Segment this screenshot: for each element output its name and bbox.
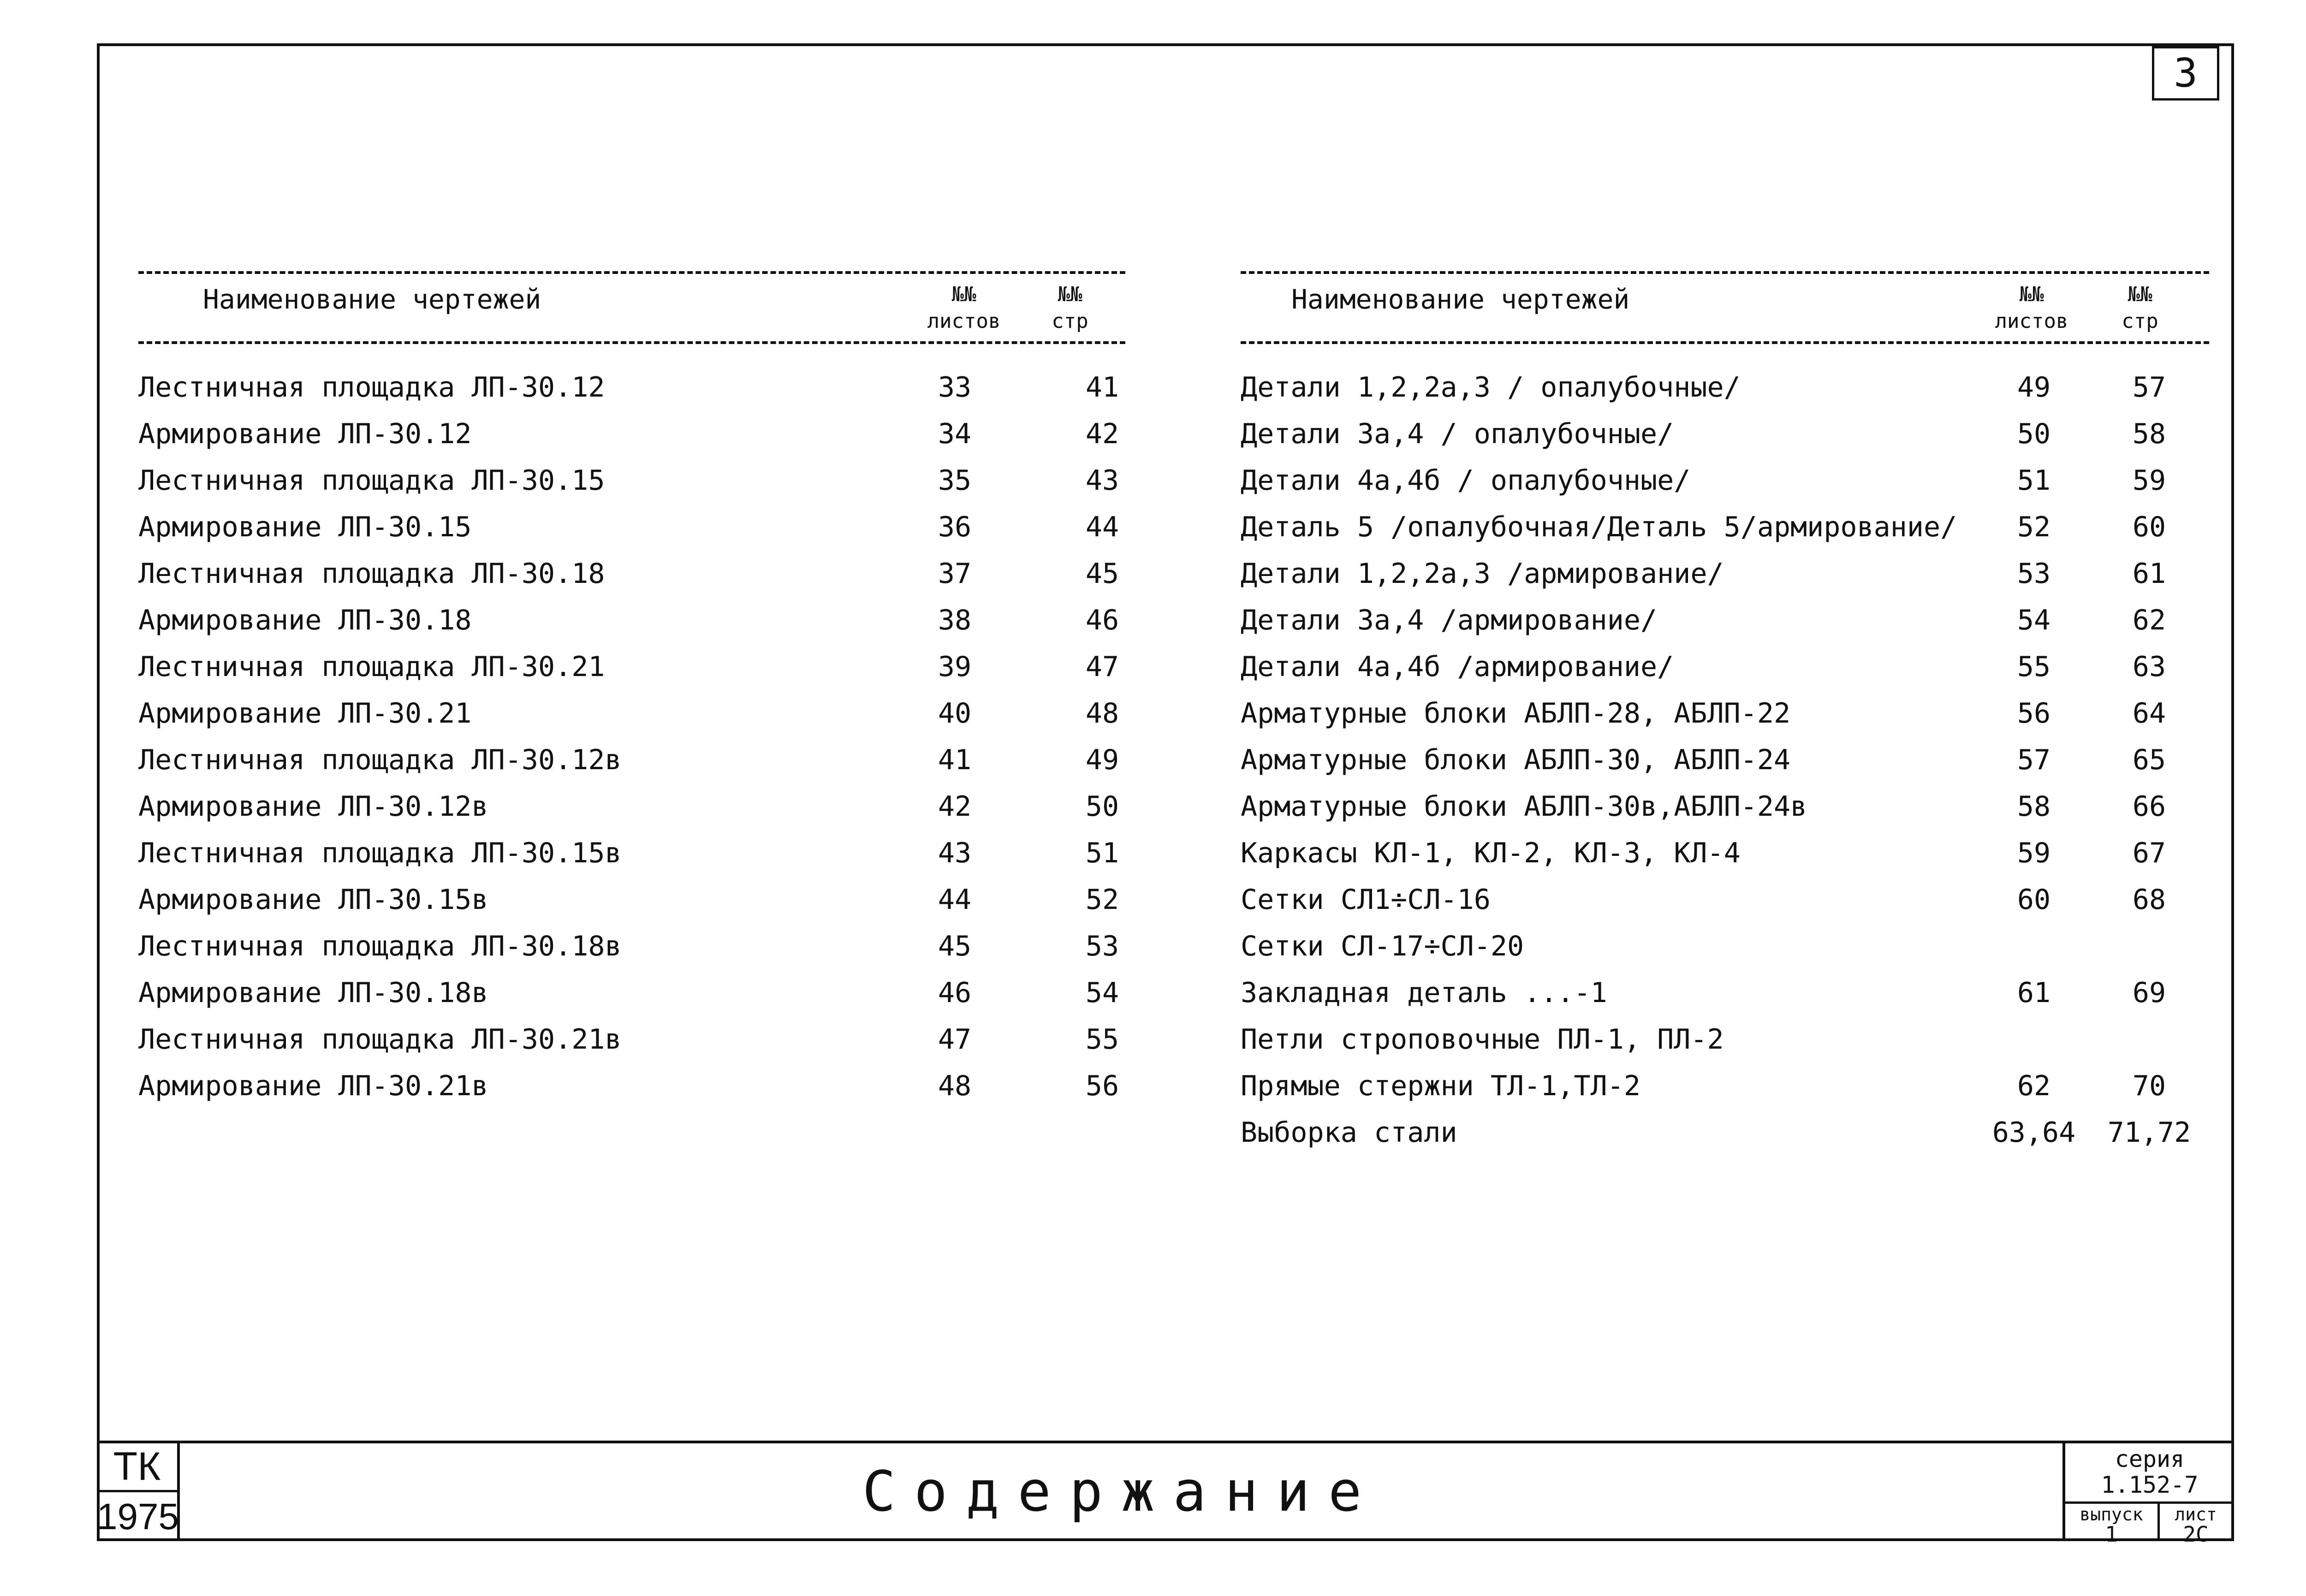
table-row — [138, 835, 1125, 872]
page-number-cell: 45 — [1085, 558, 1119, 590]
drawing-name: Армирование ЛП-30.21в — [138, 1070, 488, 1102]
page-number-cell: 56 — [1085, 1070, 1119, 1102]
header-sheets-no: №№ — [2019, 283, 2044, 306]
sheet-number: 56 — [2017, 697, 2051, 730]
header-bottom-rule — [138, 341, 1125, 344]
sheet-number: 55 — [2017, 651, 2051, 683]
series-label: серия — [2115, 1446, 2185, 1472]
drawing-name: Выборка стали — [1241, 1116, 1457, 1149]
series — [2065, 1446, 2234, 1501]
table-row — [138, 1021, 1125, 1058]
header-sheets — [909, 281, 1019, 335]
sheet-number: 40 — [938, 697, 972, 730]
document-title: Содержание — [862, 1460, 1380, 1524]
table-row — [1241, 1021, 2209, 1058]
table-row — [1241, 415, 2209, 452]
page-number-cell: 55 — [1085, 1023, 1119, 1056]
drawing-name: Сетки СЛ1÷СЛ-16 — [1241, 884, 1491, 916]
table-row — [138, 928, 1125, 965]
table-row — [1241, 369, 2209, 406]
drawing-name: Сетки СЛ-17÷СЛ-20 — [1241, 930, 1524, 962]
drawing-name: Прямые стержни ТЛ-1,ТЛ-2 — [1241, 1070, 1640, 1102]
table-row — [1241, 928, 2209, 965]
sheet-value: 2С — [2183, 1522, 2209, 1547]
organization-box — [97, 1443, 180, 1541]
sheet-number: 59 — [2017, 837, 2051, 869]
header-sheets-no: №№ — [951, 283, 976, 306]
sheet-number: 42 — [938, 790, 972, 823]
page-number-cell: 60 — [2132, 511, 2166, 543]
drawing-name: Закладная деталь ...-1 — [1241, 977, 1607, 1009]
sheet-number: 49 — [2017, 371, 2051, 403]
header-sheets — [1979, 281, 2085, 335]
drawing-name: Лестничная площадка ЛП-30.12 — [138, 371, 605, 403]
page-number-cell: 62 — [2132, 604, 2166, 636]
title-block — [97, 1441, 2234, 1547]
table-row — [138, 1068, 1125, 1104]
drawing-name: Детали 4а,4б /армирование/ — [1241, 651, 1674, 683]
sheet-number: 52 — [2017, 511, 2051, 543]
sheet-number: 34 — [938, 418, 972, 450]
table-row — [1241, 742, 2209, 778]
sheet-cell — [2157, 1504, 2234, 1547]
header-pages — [1024, 281, 1116, 335]
header-bottom-rule — [1241, 341, 2209, 344]
header-pages-no: №№ — [1058, 283, 1082, 306]
page-number-cell: 59 — [2132, 464, 2166, 497]
page-number-cell: 47 — [1085, 651, 1119, 683]
drawing-name: Петли строповочные ПЛ-1, ПЛ-2 — [1241, 1023, 1724, 1056]
drawing-name: Детали 1,2,2а,3 /армирование/ — [1241, 558, 1724, 590]
table-row — [1241, 648, 2209, 685]
series-box — [2062, 1443, 2234, 1547]
page-number-cell: 46 — [1085, 604, 1119, 636]
table-row — [138, 415, 1125, 452]
header-name: Наименование чертежей — [1291, 284, 1630, 315]
drawing-name: Армирование ЛП-30.21 — [138, 697, 472, 730]
drawing-name: Детали 4а,4б / опалубочные/ — [1241, 464, 1691, 497]
drawing-name: Армирование ЛП-30.12в — [138, 790, 488, 823]
drawing-name: Детали 3а,4 / опалубочные/ — [1241, 418, 1674, 450]
table-row — [1241, 881, 2209, 918]
sheet-number: 53 — [2017, 558, 2051, 590]
table-row — [138, 462, 1125, 499]
sheet-number: 45 — [938, 930, 972, 962]
table-row — [1241, 1068, 2209, 1104]
sheet-number: 62 — [2017, 1070, 2051, 1102]
drawing-name: Лестничная площадка ЛП-30.12в — [138, 744, 622, 776]
sheet-number: 63,64 — [1992, 1116, 2076, 1149]
table-row — [138, 742, 1125, 778]
sheet-number: 33 — [938, 371, 972, 403]
page-number-cell: 41 — [1085, 371, 1119, 403]
drawing-name: Лестничная площадка ЛП-30.15 — [138, 464, 605, 497]
drawing-name: Детали 3а,4 /армирование/ — [1241, 604, 1658, 636]
issue-cell — [2065, 1504, 2160, 1547]
page-number-cell: 43 — [1085, 464, 1119, 497]
drawing-name: Армирование ЛП-30.12 — [138, 418, 472, 450]
drawing-name: Деталь 5 /опалубочная/Деталь 5/армирование/ — [1241, 511, 1957, 543]
page-number-cell: 49 — [1085, 744, 1119, 776]
drawing-name: Армирование ЛП-30.15в — [138, 884, 488, 916]
header-pages-label: стр — [2122, 309, 2158, 333]
page-number-cell: 57 — [2132, 371, 2166, 403]
page-number-cell: 69 — [2132, 977, 2166, 1009]
drawing-name: Лестничная площадка ЛП-30.21 — [138, 651, 605, 683]
organization-code: ТК — [97, 1443, 177, 1492]
sheet-number: 36 — [938, 511, 972, 543]
sheet-number: 57 — [2017, 744, 2051, 776]
page-number-cell: 67 — [2132, 837, 2166, 869]
issue-sheet-row — [2065, 1501, 2234, 1547]
table-row — [138, 555, 1125, 592]
sheet-number: 54 — [2017, 604, 2051, 636]
drawing-name: Лестничная площадка ЛП-30.15в — [138, 837, 622, 869]
table-row — [1241, 788, 2209, 825]
table-row — [1241, 974, 2209, 1011]
issue-value: 1 — [2105, 1522, 2118, 1547]
sheet-number: 60 — [2017, 884, 2051, 916]
page-number-cell: 66 — [2132, 790, 2166, 823]
drawing-name: Арматурные блоки АБЛП-30в,АБЛП-24в — [1241, 790, 1807, 823]
table-row — [138, 881, 1125, 918]
header-name: Наименование чертежей — [203, 284, 541, 315]
page-number-cell: 61 — [2132, 558, 2166, 590]
sheet-number: 35 — [938, 464, 972, 497]
page-number-cell: 53 — [1085, 930, 1119, 962]
sheet-number: 38 — [938, 604, 972, 636]
table-row — [1241, 462, 2209, 499]
table-row — [138, 648, 1125, 685]
page-number-cell: 70 — [2132, 1070, 2166, 1102]
sheet-number: 37 — [938, 558, 972, 590]
sheet-number: 44 — [938, 884, 972, 916]
sheet-number: 48 — [938, 1070, 972, 1102]
page-number-cell: 54 — [1085, 977, 1119, 1009]
table-row — [138, 509, 1125, 546]
header-pages-label: стр — [1052, 309, 1088, 333]
header-sheets-label: листов — [1995, 309, 2068, 333]
issue-label: выпуск — [2080, 1504, 2143, 1525]
header-pages — [2094, 281, 2186, 335]
page-number-cell: 64 — [2132, 697, 2166, 730]
page-number: 3 — [2152, 46, 2219, 101]
sheet-number: 50 — [2017, 418, 2051, 450]
table-row — [138, 695, 1125, 732]
sheet-number: 47 — [938, 1023, 972, 1056]
page-number-cell: 65 — [2132, 744, 2166, 776]
drawing-name: Армирование ЛП-30.18в — [138, 977, 488, 1009]
table-row — [1241, 695, 2209, 732]
drawing-name: Лестничная площадка ЛП-30.21в — [138, 1023, 622, 1056]
header-top-rule — [1241, 271, 2209, 274]
table-row — [138, 788, 1125, 825]
sheet-number: 51 — [2017, 464, 2051, 497]
drawing-name: Армирование ЛП-30.18 — [138, 604, 472, 636]
page-number-cell: 51 — [1085, 837, 1119, 869]
table-row — [1241, 509, 2209, 546]
series-value: 1.152-7 — [2101, 1471, 2199, 1498]
header-top-rule — [138, 271, 1125, 274]
drawing-name: Лестничная площадка ЛП-30.18в — [138, 930, 622, 962]
year: 1975 — [97, 1496, 179, 1537]
table-row — [1241, 555, 2209, 592]
page-number-cell: 48 — [1085, 697, 1119, 730]
drawing-name: Арматурные блоки АБЛП-28, АБЛП-22 — [1241, 697, 1791, 730]
header-pages-no: №№ — [2128, 283, 2152, 306]
header-sheets-label: листов — [927, 309, 1001, 333]
table-row — [138, 602, 1125, 639]
sheet-number: 46 — [938, 977, 972, 1009]
drawing-name: Детали 1,2,2а,3 / опалубочные/ — [1241, 371, 1741, 403]
table-row — [138, 369, 1125, 406]
drawing-name: Арматурные блоки АБЛП-30, АБЛП-24 — [1241, 744, 1791, 776]
page-number-cell: 42 — [1085, 418, 1119, 450]
sheet-label: лист — [2175, 1504, 2217, 1525]
drawing-name: Лестничная площадка ЛП-30.18 — [138, 558, 605, 590]
sheet-number: 41 — [938, 744, 972, 776]
page-number-cell: 63 — [2132, 651, 2166, 683]
table-row — [138, 974, 1125, 1011]
drawing-name: Армирование ЛП-30.15 — [138, 511, 472, 543]
right-contents-table — [1241, 258, 2209, 1149]
sheet-number: 43 — [938, 837, 972, 869]
table-row — [1241, 602, 2209, 639]
sheet-number: 39 — [938, 651, 972, 683]
page-number-cell: 58 — [2132, 418, 2166, 450]
page-number-cell: 44 — [1085, 511, 1119, 543]
page-number-cell: 71,72 — [2107, 1116, 2191, 1149]
table-row — [1241, 835, 2209, 872]
drawing-name: Каркасы КЛ-1, КЛ-2, КЛ-3, КЛ-4 — [1241, 837, 1741, 869]
left-contents-table — [138, 258, 1125, 1134]
sheet-number: 61 — [2017, 977, 2051, 1009]
page-number-cell: 50 — [1085, 790, 1119, 823]
page-number-cell: 52 — [1085, 884, 1119, 916]
page-number-cell: 68 — [2132, 884, 2166, 916]
table-row — [1241, 1114, 2209, 1151]
sheet-number: 58 — [2017, 790, 2051, 823]
